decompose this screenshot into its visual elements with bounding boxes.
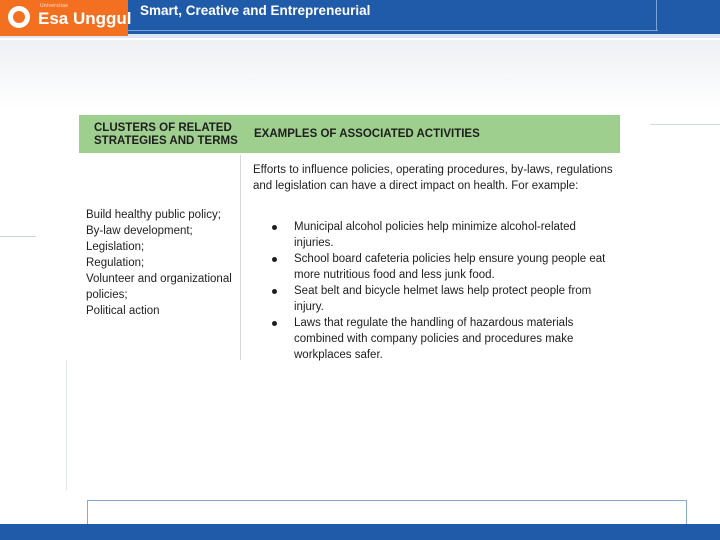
tagline: Smart, Creative and Entrepreneurial (140, 3, 371, 18)
slide-background-fade (0, 40, 720, 110)
decorative-vline (66, 360, 67, 490)
bullet-icon (272, 257, 277, 262)
footer-divider-line (87, 500, 687, 501)
cluster-item: Political action (86, 305, 160, 317)
example-text: Seat belt and bicycle helmet laws help protect people from injury. (294, 285, 592, 313)
cluster-item: Volunteer and organizational (86, 273, 232, 285)
column-header-examples: EXAMPLES OF ASSOCIATED ACTIVITIES (254, 128, 480, 140)
examples-intro: Efforts to influence policies, operating procedures, by-laws, regulations and legislation can have a direct impact on health. For example: (253, 164, 613, 192)
logo-emblem-icon (8, 6, 30, 28)
logo-text: Esa Unggul (38, 9, 132, 28)
cluster-item: Regulation; (86, 257, 145, 269)
footer-divider-vline-right (686, 500, 687, 524)
header-divider-vline (656, 0, 657, 30)
header-divider-line (128, 30, 658, 31)
logo-subtext: Universitas (40, 3, 69, 9)
cluster-item: By-law development; (86, 225, 193, 237)
cluster-item: Legislation; (86, 241, 145, 253)
example-text: Municipal alcohol policies help minimize alcohol-related injuries. (294, 221, 576, 249)
bullet-icon (272, 225, 277, 230)
example-text: School board cafeteria policies help ensure young people eat more nutritious food and less junk food. (294, 253, 606, 281)
column-divider (240, 155, 241, 360)
example-text: Laws that regulate the handling of hazardous materials combined with company policies and procedures make workplaces safer. (294, 317, 574, 361)
example-item (272, 283, 612, 315)
cluster-item: Build healthy public policy; (86, 209, 221, 221)
clusters-list (86, 207, 232, 319)
footer-bar (0, 524, 720, 540)
bullet-icon (272, 321, 277, 326)
bullet-icon (272, 289, 277, 294)
example-item (272, 251, 612, 283)
decorative-line-right (650, 124, 720, 125)
university-logo (0, 0, 132, 36)
example-item (272, 315, 612, 363)
table-header-row (79, 115, 620, 153)
strategies-table (79, 115, 620, 360)
examples-list (272, 219, 612, 363)
footer-divider-vline-left (87, 500, 88, 524)
example-item (272, 219, 612, 251)
decorative-line-left (0, 236, 36, 237)
column-header-clusters: CLUSTERS OF RELATED STRATEGIES AND TERMS (94, 122, 238, 147)
cluster-item: policies; (86, 289, 128, 301)
